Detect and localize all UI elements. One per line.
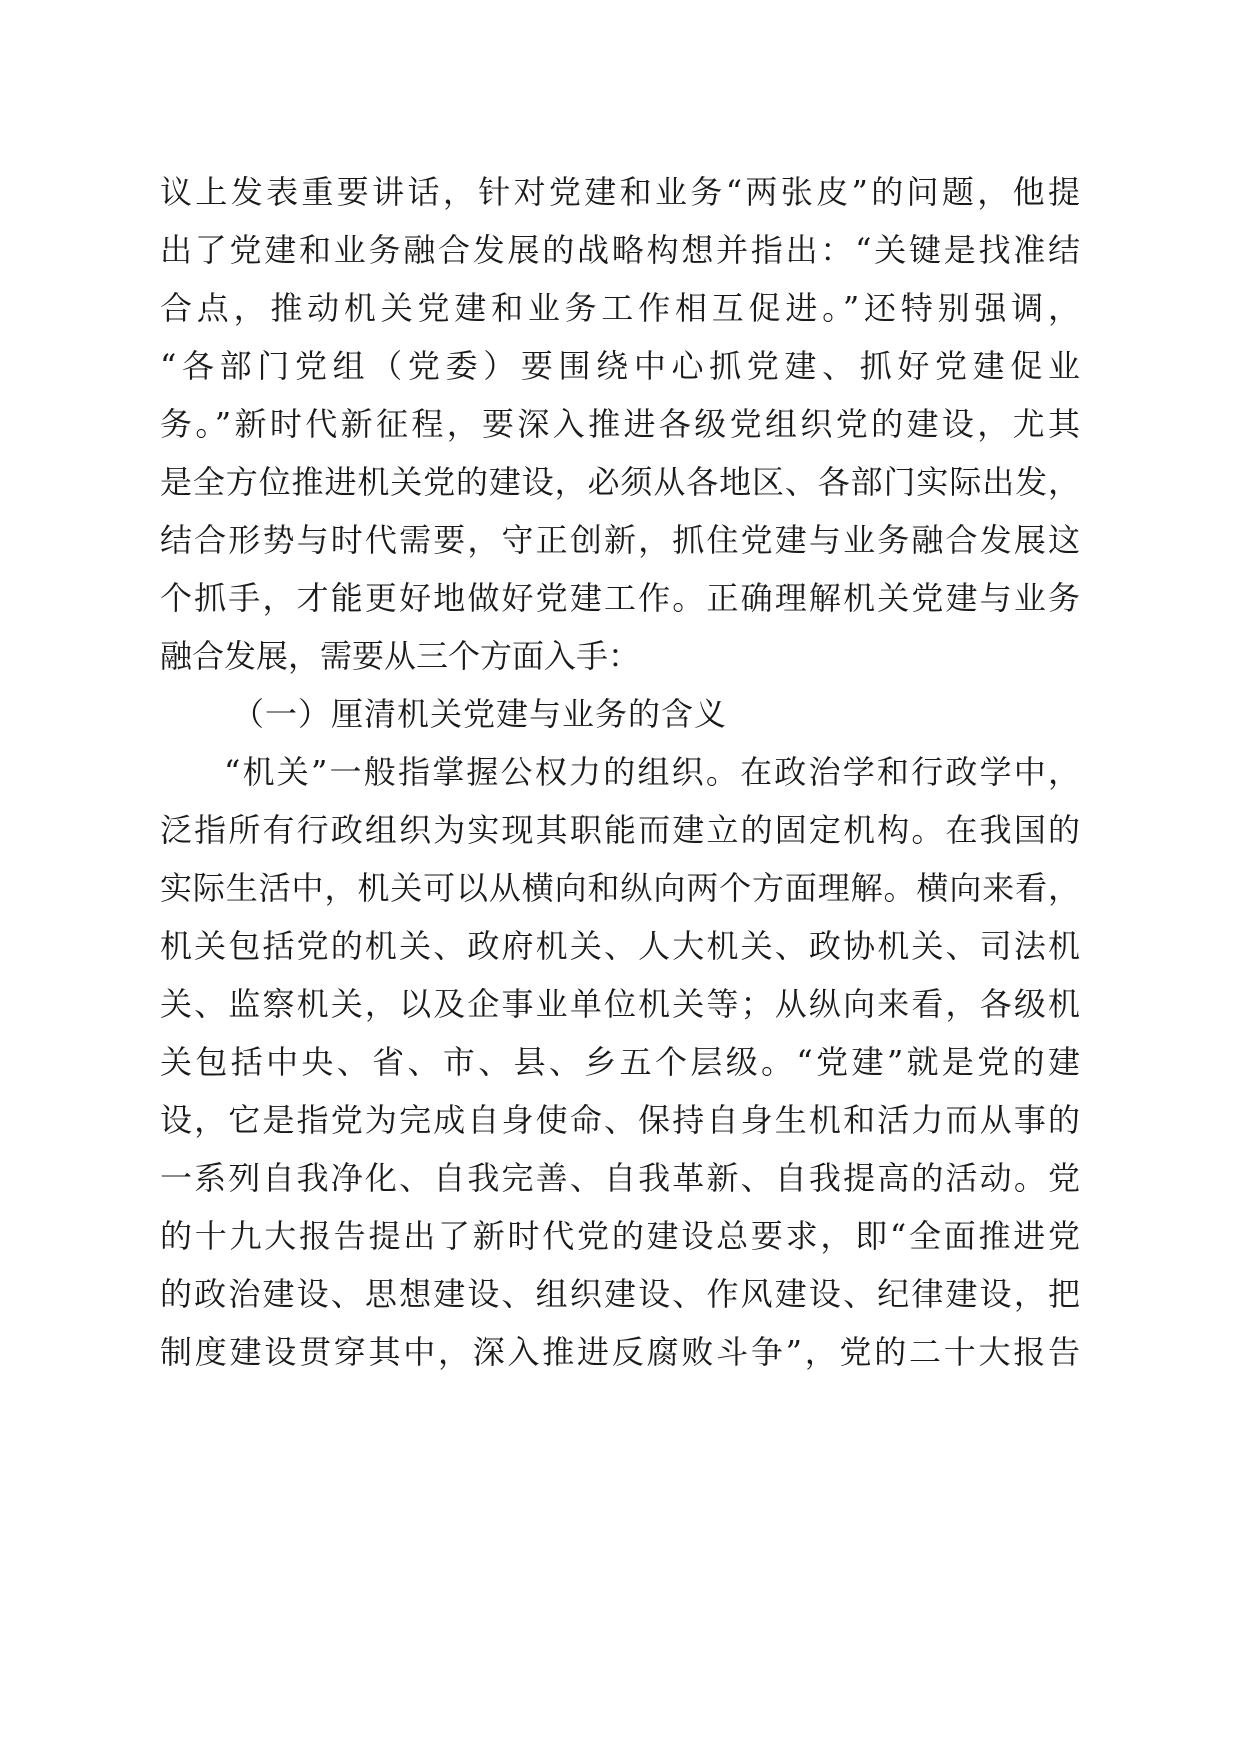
paragraph-line: 关、监察机关，以及企事业单位机关等；从纵向来看，各级机	[160, 985, 1080, 1023]
paragraph-line: “各部门党组（党委）要围绕中心抓党建、抓好党建促业	[160, 347, 1080, 385]
paragraph-line: 泛指所有行政组织为实现其职能而建立的固定机构。在我国的	[160, 811, 1080, 849]
paragraph-line: 个抓手，才能更好地做好党建工作。正确理解机关党建与业务	[160, 579, 1080, 617]
paragraph-line: 设，它是指党为完成自身使命、保持自身生机和活力而从事的	[160, 1101, 1080, 1139]
paragraph-line: 一系列自我净化、自我完善、自我革新、自我提高的活动。党	[160, 1159, 1080, 1197]
paragraph-line: 制度建设贯穿其中，深入推进反腐败斗争”，党的二十大报告	[160, 1333, 1080, 1371]
section-heading: （一）厘清机关党建与业务的含义	[232, 695, 728, 733]
paragraph-line: 是全方位推进机关党的建设，必须从各地区、各部门实际出发，	[160, 463, 1080, 501]
paragraph-line: 议上发表重要讲话，针对党建和业务“两张皮”的问题，他提	[160, 173, 1080, 211]
paragraph-line: 合点，推动机关党建和业务工作相互促进。”还特别强调，	[160, 289, 1080, 327]
paragraph-line: 的政治建设、思想建设、组织建设、作风建设、纪律建设，把	[160, 1275, 1080, 1313]
paragraph-line: 融合发展，需要从三个方面入手：	[160, 637, 641, 675]
paragraph-line: 机关包括党的机关、政府机关、人大机关、政协机关、司法机	[160, 927, 1080, 965]
paragraph-line: 关包括中央、省、市、县、乡五个层级。“党建”就是党的建	[160, 1043, 1080, 1081]
paragraph-line: 出了党建和业务融合发展的战略构想并指出：“关键是找准结	[160, 231, 1080, 269]
paragraph-line: 务。”新时代新征程，要深入推进各级党组织党的建设，尤其	[160, 405, 1080, 443]
paragraph-line: 实际生活中，机关可以从横向和纵向两个方面理解。横向来看，	[160, 869, 1080, 907]
paragraph-line: 结合形势与时代需要，守正创新，抓住党建与业务融合发展这	[160, 521, 1080, 559]
paragraph-line: 的十九大报告提出了新时代党的建设总要求，即“全面推进党	[160, 1217, 1080, 1255]
paragraph-line: “机关”一般指掌握公权力的组织。在政治学和行政学中，	[224, 753, 1080, 791]
